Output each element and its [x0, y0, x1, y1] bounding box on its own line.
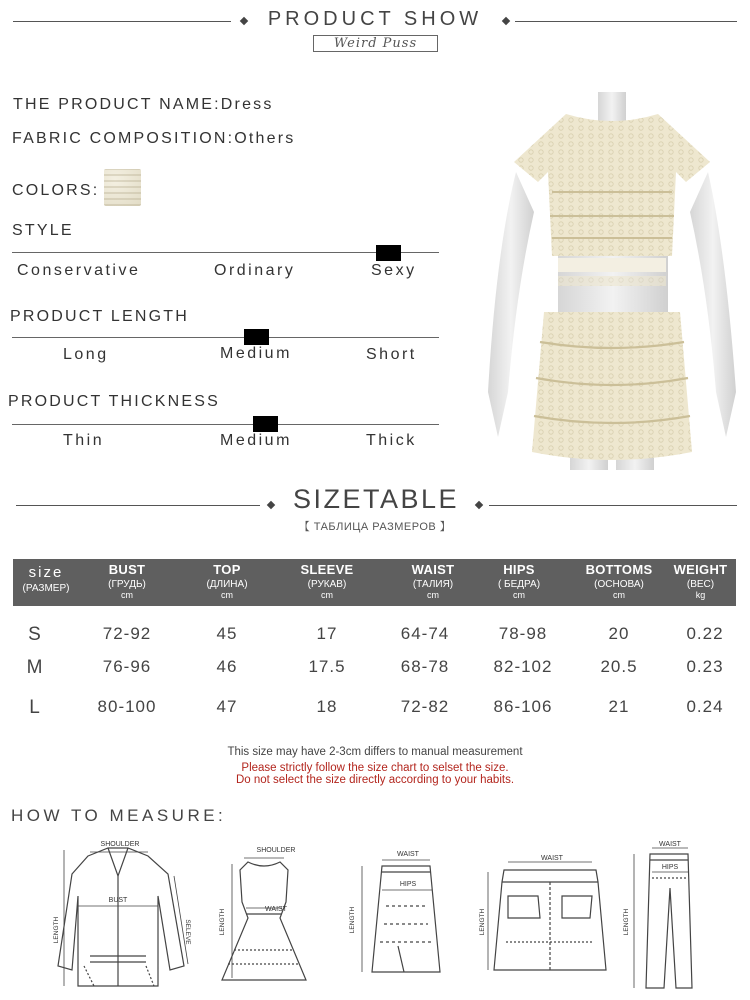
cell-sleeve: 17.5: [308, 657, 346, 676]
col-sleeve: SLEEVE (РУКАВ) cm: [300, 562, 354, 600]
cell-size: M: [26, 657, 44, 678]
col-weight: WEIGHT (ВЕС) kg: [673, 562, 728, 600]
thickness-option-thin: Thin: [63, 432, 105, 449]
jacket-shoulder-label: SHOULDER: [100, 841, 140, 848]
header-rule-left: [13, 21, 231, 22]
jacket-sleeve-label: SELEVE: [184, 919, 191, 945]
cell-size: L: [29, 697, 41, 718]
sizetable-rule-left: [16, 505, 260, 506]
cell-hips: 82-102: [493, 657, 553, 676]
product-name: THE PRODUCT NAME:Dress: [13, 96, 274, 113]
style-marker: [376, 245, 401, 261]
size-warning-2: Do not select the size directly according to your habits.: [235, 774, 515, 786]
skirt-waist-label: WAIST: [397, 851, 419, 858]
cell-top: 45: [216, 624, 238, 643]
length-scale-line: [12, 337, 439, 338]
header-diamond-left: [240, 17, 248, 25]
cell-bust: 80-100: [97, 697, 157, 716]
how-to-measure-title: HOW TO MEASURE:: [11, 806, 227, 825]
sizetable-diamond-left: [267, 501, 275, 509]
cell-hips: 78-98: [498, 624, 548, 643]
jacket-length-label: LENGTH: [53, 916, 60, 944]
cell-waist: 64-74: [400, 624, 450, 643]
header-rule-right: [515, 21, 737, 22]
col-waist: WAIST (ТАЛИЯ) cm: [411, 562, 455, 600]
shorts-waist-label: WAIST: [541, 855, 563, 862]
cell-top: 47: [216, 697, 238, 716]
dress-measure-diagram: [214, 840, 314, 990]
style-option-conservative: Conservative: [17, 262, 141, 279]
col-hips: HIPS ( БЕДРА) cm: [497, 562, 541, 600]
skirt-hips-label: HIPS: [399, 881, 417, 888]
thickness-option-medium: Medium: [220, 432, 292, 449]
cell-bottoms: 21: [608, 697, 630, 716]
col-bust: BUST (ГРУДЬ) cm: [108, 562, 146, 600]
jacket-bust-label: BUST: [108, 897, 128, 904]
cell-size: S: [28, 624, 42, 645]
sizetable-rule-right: [489, 505, 737, 506]
colors-label: COLORS:: [12, 182, 100, 199]
thickness-marker: [253, 416, 278, 432]
length-option-short: Short: [366, 346, 417, 363]
cell-weight: 0.23: [686, 657, 724, 676]
sizetable-diamond-right: [475, 501, 483, 509]
product-photo: [486, 92, 738, 470]
pants-hips-label: HIPS: [661, 864, 679, 871]
shorts-measure-diagram: [478, 852, 608, 982]
skirt-length-label: LENGTH: [349, 906, 356, 934]
pants-waist-label: WAIST: [659, 841, 681, 848]
cell-bottoms: 20.5: [600, 657, 638, 676]
shorts-length-label: LENGTH: [479, 908, 486, 936]
style-option-sexy: Sexy: [371, 262, 417, 279]
cell-weight: 0.22: [686, 624, 724, 643]
jacket-measure-diagram: [50, 836, 200, 996]
thickness-option-thick: Thick: [366, 432, 417, 449]
length-marker: [244, 329, 269, 345]
cell-sleeve: 18: [316, 697, 338, 716]
cell-top: 46: [216, 657, 238, 676]
style-option-ordinary: Ordinary: [214, 262, 296, 279]
cell-bust: 72-92: [102, 624, 152, 643]
page-title: PRODUCT SHOW: [267, 8, 483, 30]
sizetable-header: [13, 559, 736, 606]
dress-shoulder-label: SHOULDER: [256, 847, 296, 854]
length-option-medium: Medium: [220, 345, 292, 362]
length-option-long: Long: [63, 346, 109, 363]
sizetable-subtitle: 【 ТАБЛИЦА РАЗМЕРОВ 】: [298, 521, 452, 533]
pants-length-label: LENGTH: [623, 908, 630, 936]
thickness-label: PRODUCT THICKNESS: [8, 393, 220, 410]
skirt-measure-diagram: [342, 846, 452, 986]
thickness-scale-line: [12, 424, 439, 425]
cell-bust: 76-96: [102, 657, 152, 676]
style-scale-line: [12, 252, 439, 253]
cell-hips: 86-106: [493, 697, 553, 716]
cell-bottoms: 20: [608, 624, 630, 643]
header-diamond-right: [502, 17, 510, 25]
cell-waist: 68-78: [400, 657, 450, 676]
size-note: This size may have 2-3cm differs to manual measurement: [227, 746, 523, 758]
style-label: STYLE: [12, 222, 74, 239]
sizetable-title: SIZETABLE: [292, 484, 460, 514]
color-swatch[interactable]: [104, 169, 141, 206]
dress-length-label: LENGTH: [219, 908, 226, 936]
pants-measure-diagram: [622, 838, 702, 994]
size-warning-1: Please strictly follow the size chart to selset the size.: [241, 762, 509, 774]
col-size: size (РАЗМЕР): [22, 564, 70, 594]
dress-waist-label: WAIST: [265, 906, 287, 913]
cell-weight: 0.24: [686, 697, 724, 716]
col-bottoms: BOTTOMS (ОСНОВА) cm: [585, 562, 653, 600]
length-label: PRODUCT LENGTH: [10, 308, 189, 325]
fabric-composition: FABRIC COMPOSITION:Others: [12, 130, 296, 147]
cell-sleeve: 17: [316, 624, 338, 643]
cell-waist: 72-82: [400, 697, 450, 716]
col-top: TOP (ДЛИНА) cm: [206, 562, 248, 600]
brand-name: Weird Puss: [313, 35, 438, 52]
